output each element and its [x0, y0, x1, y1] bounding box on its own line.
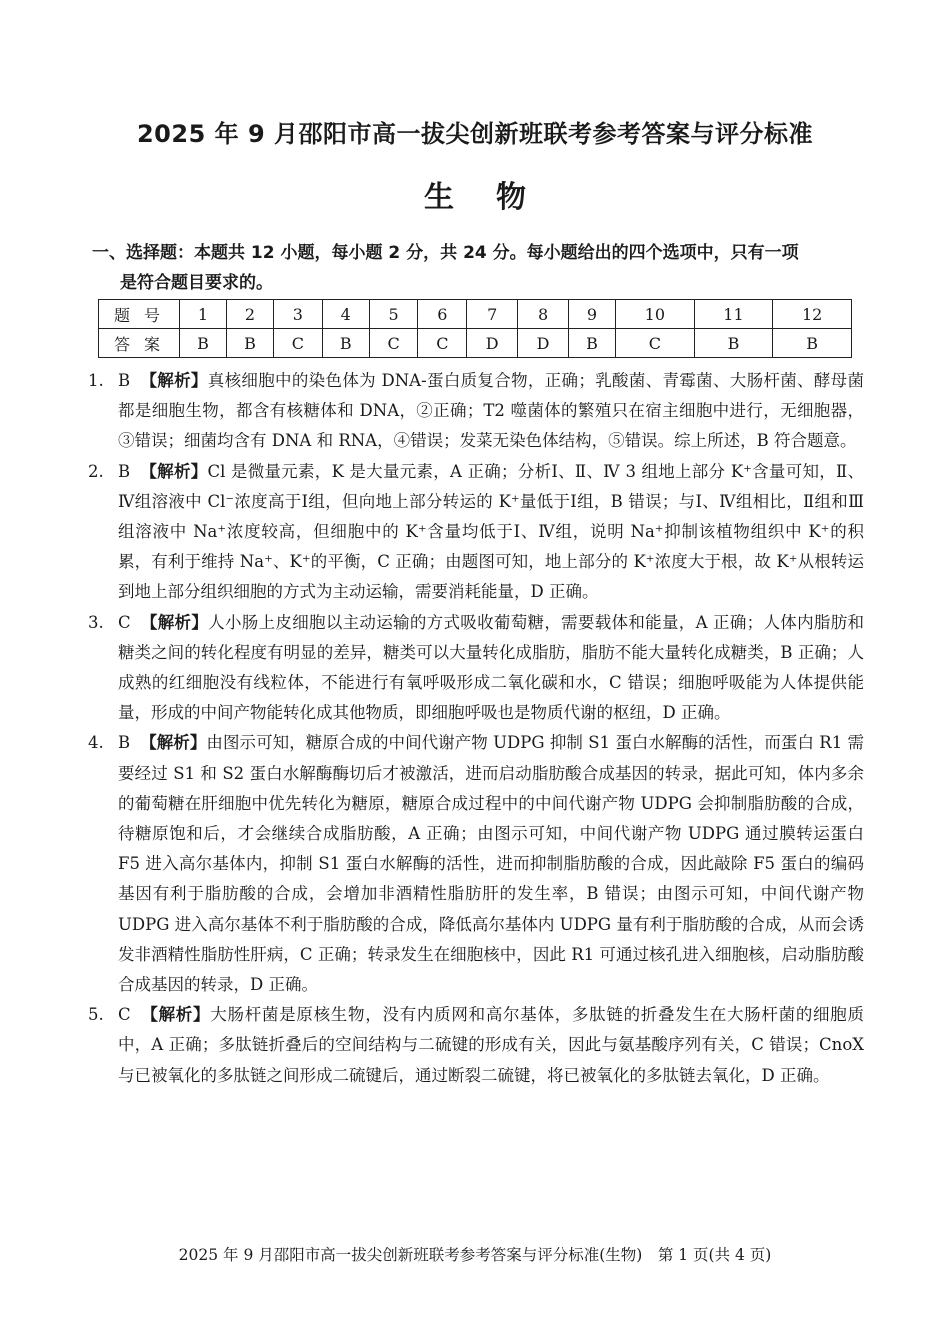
section-heading-line2: 是符合题目要求的。	[120, 273, 273, 293]
cell-number: 4	[322, 300, 369, 329]
cell-number: 7	[467, 300, 518, 329]
cell-number: 9	[569, 300, 616, 329]
explanation-item-2	[88, 457, 864, 608]
cell-answer: B	[322, 329, 369, 358]
cell-number: 11	[694, 300, 773, 329]
item-number: 3.	[88, 612, 104, 632]
item-answer: B	[118, 461, 131, 481]
analysis-tag: 【解析】	[140, 612, 209, 632]
cell-answer: C	[369, 329, 418, 358]
cell-number: 2	[226, 300, 273, 329]
answer-table	[98, 299, 852, 358]
cell-answer: D	[518, 329, 569, 358]
item-text: 大肠杆菌是原核生物，没有内质网和高尔基体，多肽链的折叠发生在大肠杆菌的细胞质中，A 正确；多肽链折叠后的空间结构与二硫键的形成有关，因此与氨基酸序列有关，C 错误；CnoX 与已被氧化的多肽链之间形成二硫键后，通过断裂二硫键，将已被氧化的多肽链去氧化，D 正确。	[118, 1005, 865, 1085]
page-footer: 2025 年 9 月邵阳市高一拔尖创新班联考参考答案与评分标准(生物) 第 1 页(共 4 页)	[178, 1246, 772, 1264]
answer-table-row-numbers	[99, 300, 852, 329]
explanation-item-3	[88, 608, 864, 729]
item-number: 4.	[88, 733, 104, 753]
item-text: Cl 是微量元素，K 是大量元素，A 正确；分析Ⅰ、Ⅱ、Ⅳ 3 组地上部分 K⁺含量可知，Ⅱ、Ⅳ组溶液中 Cl⁻浓度高于Ⅰ组，但向地上部分转运的 K⁺量低于Ⅰ组，B 错误；与Ⅰ、Ⅳ组相比，Ⅱ组和Ⅲ组溶液中 Na⁺浓度较高，但细胞中的 K⁺含量均低于Ⅰ、Ⅳ组，说明 Na⁺抑制该植物组织中 K⁺的积累，有利于维持 Na⁺、K⁺的平衡，C 正确；由题图可知，地上部分的 K⁺浓度大于根，故 K⁺从根转运到地上部分组织细胞的方式为主动运输，需要消耗能量，D 正确。	[118, 461, 864, 602]
cell-answer: C	[273, 329, 322, 358]
item-number: 5.	[88, 1005, 104, 1025]
answer-table-row-answers	[99, 329, 852, 358]
analysis-tag: 【解析】	[140, 371, 208, 390]
analysis-tag: 【解析】	[140, 461, 208, 481]
row-label-answer: 答案	[99, 329, 180, 358]
item-text: 真核细胞中的染色体为 DNA-蛋白质复合物，正确；乳酸菌、青霉菌、大肠杆菌、酵母菌都是细胞生物，都含有核糖体和 DNA，②正确；T2 噬菌体的繁殖只在宿主细胞中进行，无细胞器，③错误；细菌均含有 DNA 和 RNA，④错误；发菜无染色体结构，⑤错误。综上所述，B 符合题意。	[118, 371, 865, 451]
cell-number: 1	[180, 300, 227, 329]
row-label-question-number: 题号	[99, 300, 180, 329]
cell-answer: B	[226, 329, 273, 358]
explanation-list	[88, 366, 864, 1091]
item-number: 1.	[88, 371, 104, 390]
item-answer: B	[118, 733, 131, 753]
cell-number: 3	[273, 300, 322, 329]
page-title: 2025 年 9 月邵阳市高一拔尖创新班联考参考答案与评分标准	[136, 120, 814, 148]
item-answer: C	[118, 1005, 131, 1025]
cell-answer: B	[569, 329, 616, 358]
subject-title: 生物	[424, 180, 568, 215]
item-number: 2.	[88, 461, 104, 481]
item-text: 人小肠上皮细胞以主动运输的方式吸收葡萄糖，需要载体和能量，A 正确；人体内脂肪和糖类之间的转化程度有明显的差异，糖类可以大量转化成脂肪，脂肪不能大量转化成糖类，B 正确；人成熟的红细胞没有线粒体，不能进行有氧呼吸形成二氧化碳和水，C 错误；细胞呼吸能为人体提供能量，形成的中间产物能转化成其他物质，即细胞呼吸也是物质代谢的枢纽，D 正确。	[118, 612, 865, 723]
cell-number: 8	[518, 300, 569, 329]
cell-number: 6	[418, 300, 467, 329]
cell-number: 12	[773, 300, 852, 329]
cell-number: 10	[616, 300, 695, 329]
explanation-item-4	[88, 728, 864, 1000]
cell-number: 5	[369, 300, 418, 329]
cell-answer: B	[180, 329, 227, 358]
analysis-tag: 【解析】	[140, 1005, 211, 1025]
analysis-tag: 【解析】	[140, 733, 207, 753]
cell-answer: B	[694, 329, 773, 358]
item-answer: B	[118, 371, 131, 390]
item-answer: C	[118, 612, 131, 632]
item-text: 由图示可知，糖原合成的中间代谢产物 UDPG 抑制 S1 蛋白水解酶的活性，而蛋白 R1 需要经过 S1 和 S2 蛋白水解酶酶切后才被激活，进而启动脂肪酸合成基因的转录，据此可知，体内多余的葡萄糖在肝细胞中优先转化为糖原，糖原合成过程中的中间代谢产物 UDPG 会抑制脂肪酸的合成，待糖原饱和后，才会继续合成脂肪酸，A 正确；由图示可知，中间代谢产物 UDPG 通过膜转运蛋白 F5 进入高尔基体内，抑制 S1 蛋白水解酶的活性，进而抑制脂肪酸的合成，因此敲除 F5 蛋白的编码基因有利于脂肪酸的合成，会增加非酒精性脂肪肝的发生率，B 错误；由图示可知，中间代谢产物 UDPG 进入高尔基体不利于脂肪酸的合成，降低高尔基体内 UDPG 量有利于脂肪酸的合成，从而会诱发非酒精性脂肪性肝病，C 正确；转录发生在细胞核中，因此 R1 可通过核孔进入细胞核，启动脂肪酸合成基因的转录，D 正确。	[118, 733, 865, 995]
cell-answer: B	[773, 329, 852, 358]
cell-answer: D	[467, 329, 518, 358]
section-heading-line1: 一、选择题：本题共 12 小题，每小题 2 分，共 24 分。每小题给出的四个选项中，只有一项	[92, 243, 799, 263]
explanation-item-1	[88, 366, 864, 457]
section-heading	[92, 238, 870, 298]
cell-answer: C	[616, 329, 695, 358]
explanation-item-5	[88, 1000, 864, 1091]
cell-answer: C	[418, 329, 467, 358]
